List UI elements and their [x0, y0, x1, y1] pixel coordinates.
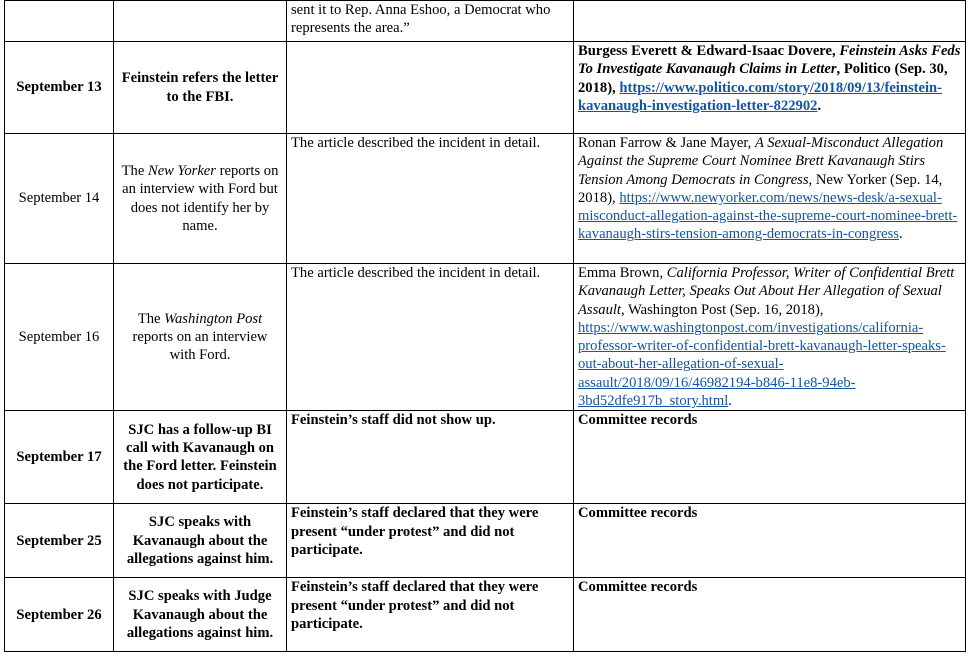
- publication-name: New Yorker: [147, 162, 216, 179]
- details-cell: Feinstein’s staff declared that they were present “under protest” and did not participate.: [287, 504, 574, 578]
- source-authors: Burgess Everett & Edward-Isaac Dovere,: [578, 43, 840, 59]
- table-row: [5, 411, 966, 504]
- details-cell: [287, 42, 574, 134]
- event-cell: SJC speaks with Kavanaugh about the allegations against him.: [114, 504, 287, 578]
- timeline-table: [4, 0, 966, 652]
- source-authors: Emma Brown,: [578, 265, 667, 281]
- table-row: [5, 578, 966, 652]
- event-cell: [114, 134, 287, 264]
- table-row: [5, 42, 966, 134]
- event-cell: SJC has a follow-up BI call with Kavanaugh on the Ford letter. Feinstein does not participate.: [114, 411, 287, 504]
- source-publication: , Washington Post (Sep. 16, 2018),: [620, 301, 824, 318]
- event-cell: SJC speaks with Judge Kavanaugh about the allegations against him.: [114, 578, 287, 652]
- details-cell: The article described the incident in detail.: [287, 264, 574, 411]
- date-cell: September 16: [5, 264, 114, 411]
- event-cell: Feinstein refers the letter to the FBI.: [114, 42, 287, 134]
- source-cell: [574, 42, 966, 134]
- details-cell: sent it to Rep. Anna Eshoo, a Democrat who represents the area.”: [287, 1, 574, 42]
- publication-name: Washington Post: [164, 310, 263, 327]
- source-publication: , New Yorker (Sep. 14, 2018),: [578, 171, 943, 206]
- event-cell: [114, 264, 287, 411]
- source-title: California Professor, Writer of Confidential Brett Kavanaugh Letter, Speaks Out About Her Allegation of Sexual Assault: [578, 265, 955, 318]
- source-cell: Committee records: [574, 504, 966, 578]
- source-publication: , Politico (Sep. 30, 2018),: [578, 61, 948, 96]
- details-cell: Feinstein’s staff did not show up.: [287, 411, 574, 504]
- source-end: .: [898, 226, 903, 243]
- source-end: .: [728, 393, 732, 410]
- event-text: reports on an interview with Ford.: [132, 329, 268, 364]
- source-cell: [574, 264, 966, 411]
- date-cell: September 25: [5, 504, 114, 578]
- event-text: The: [137, 310, 165, 327]
- event-text: reports on an interview with Ford but does not identify her by name.: [122, 162, 279, 234]
- source-link[interactable]: https://www.washingtonpost.com/investigations/california-professor-writer-of-confidential-brett-kavanaugh-letter-speaks-out-about-her-allegation-of-sexual-assault/2018/09/16/46982194-b846-11e8-94eb-3bd52dfe917b_story.html: [578, 319, 946, 410]
- source-cell: Committee records: [574, 578, 966, 652]
- document-page: [4, 0, 965, 652]
- date-cell: September 13: [5, 42, 114, 134]
- date-cell: [5, 1, 114, 42]
- date-cell: September 14: [5, 134, 114, 264]
- source-link[interactable]: https://www.politico.com/story/2018/09/13/feinstein-kavanaugh-investigation-letter-822902: [578, 79, 943, 114]
- source-title: A Sexual-Misconduct Allegation Against the Supreme Court Nominee Brett Kavanaugh Stirs Tension Among Democrats in Congress: [578, 135, 944, 188]
- table-row: [5, 1, 966, 42]
- table-row: [5, 134, 966, 264]
- details-cell: The article described the incident in detail.: [287, 134, 574, 264]
- table-row: [5, 504, 966, 578]
- details-cell: Feinstein’s staff declared that they were present “under protest” and did not participate.: [287, 578, 574, 652]
- table-row: [5, 264, 966, 411]
- event-text: The: [121, 162, 148, 179]
- source-end: .: [817, 97, 822, 114]
- source-authors: Ronan Farrow & Jane Mayer,: [578, 135, 755, 151]
- date-cell: September 26: [5, 578, 114, 652]
- date-cell: September 17: [5, 411, 114, 504]
- source-title: Feinstein Asks Feds To Investigate Kavanaugh Claims in Letter: [578, 43, 961, 78]
- source-cell: Committee records: [574, 411, 966, 504]
- source-cell: [574, 1, 966, 42]
- event-cell: [114, 1, 287, 42]
- source-link[interactable]: https://www.newyorker.com/news/news-desk/a-sexual-misconduct-allegation-against-the-supreme-court-nominee-brett-kavanaugh-stirs-tension-among-democrats-in-congress: [578, 189, 958, 243]
- source-cell: [574, 134, 966, 264]
